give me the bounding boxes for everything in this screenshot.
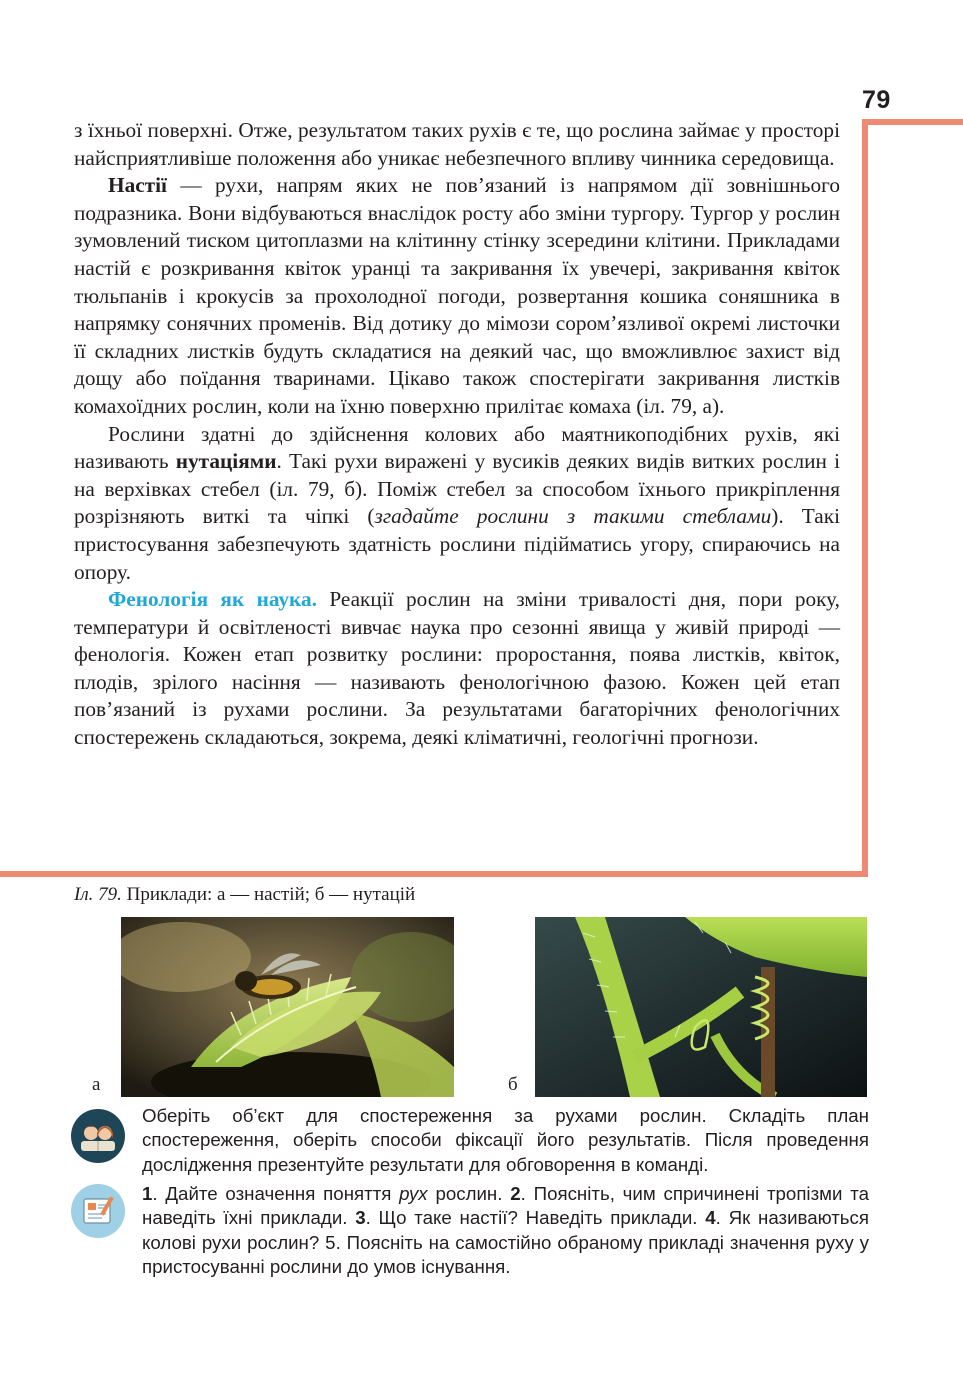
question-text: . Дайте означення поняття xyxy=(152,1183,400,1204)
frame-top-border xyxy=(862,119,963,125)
question-italic-term: рух xyxy=(399,1183,428,1204)
figure-label-b: б xyxy=(508,1074,518,1095)
team-task-icon xyxy=(71,1109,125,1163)
nutation-italic-hint: згадайте рослини з такими стеблами xyxy=(374,504,772,529)
team-task-text: Оберіть об’єкт для спостереження за рухами рослин. Складіть план спостереження, оберіть способи фіксації його результатів. Після проведення дослідження презентуйте результати для обговорення в команді. xyxy=(142,1105,869,1175)
caption-text: Приклади: а — настій; б — нутацій xyxy=(121,884,416,905)
main-text xyxy=(74,117,840,752)
page-number: 79 xyxy=(862,86,891,114)
term-nastia: Настії xyxy=(108,173,167,198)
question-text: . Поясніть, чим спричинені тропізми та наведіть їхні приклади. xyxy=(142,1183,869,1229)
frame-bottom-border xyxy=(0,871,868,877)
nastia-text: — рухи, напрям яких не пов’язаний із напрямом дії зовнішнього подразника. Вони відбуваються внаслідок росту або зміни тургору. Тургор у рослин зумовлений тиском цитоплазми на клітинну стінку зсередини клітини. Прикладами настій є розкривання квіток уранці та закривання їх увечері, закривання квіток тюльпанів і крокусів за прохолодної погоди, розвертання кошика соняшника в напрямку сонячних променів. Від дотику до мімози сором’язливої окремі листочки її складних листків будуть складатися на деякий час, що вможливлює захист від дощу або поїдання тваринами. Цікаво також спостерігати закривання листків комахоїдних рослин, коли на їхню поверхню прилітає комаха (іл. 79, а). xyxy=(74,173,840,418)
venus-flytrap-photo xyxy=(121,917,454,1097)
nutation-text-mid: . Такі рухи виражені у вусиків деяких видів витких рослин і на верхівках стебел (іл. 79, б). Поміж стебел за способом їхнього прикріплення розрізняють виткі та чіпкі ( xyxy=(74,449,840,529)
tendril-plant-photo xyxy=(535,917,867,1097)
phenology-text: Реакції рослин на зміни тривалості дня, пори року, температури й освітленості вивчає наука про сезонні явища у живій природі — фенологія. Кожен етап розвитку рослини: проростання, поява листків, квіток, плодів, зрілого насіння — називають фенологічною фазою. Кожен цей етап пов’язаний із рухами рослини. За результатами багаторічних фенологічних спостережень складаються, зокрема, деякі кліматичні, геологічні прогнози. xyxy=(74,587,841,750)
review-questions xyxy=(142,1182,869,1280)
nutation-text-start: Рослини здатні до здійснення колових або маятникоподібних рухів, які називають xyxy=(74,421,840,474)
heading-phenology: Фенологія як наука. xyxy=(108,587,317,612)
question-text: . Як називаються колові рухи рослин? 5. Поясніть на самостійно обраному прикладі значення руху у пристосуванні рослини до умов існування. xyxy=(142,1207,869,1278)
paragraph-nastia xyxy=(74,172,840,420)
question-number: 2 xyxy=(510,1183,521,1204)
question-text: . Що таке настії? Наведіть приклади. xyxy=(365,1207,706,1229)
paragraph-continuation: з їхньої поверхні. Отже, результатом таких рухів є те, що рослина займає у просторі найсприятливіше положення або уникає небезпечного впливу чинника середовища. xyxy=(74,118,840,170)
term-nutation: нутаціями xyxy=(175,449,277,474)
paragraph-phenology xyxy=(74,586,840,752)
question-number: 1 xyxy=(142,1183,153,1204)
frame-right-border xyxy=(862,119,868,877)
questions-icon xyxy=(71,1184,125,1238)
paragraph-nutation xyxy=(74,421,840,587)
nutation-text-end: ). Такі пристосування забезпечують здатність рослини підійматись угору, спираючись на опору. xyxy=(74,504,840,584)
figure-label-a: а xyxy=(92,1074,101,1095)
caption-label: Іл. 79. xyxy=(74,884,122,905)
question-number: 3 xyxy=(355,1207,366,1229)
figure-caption xyxy=(74,884,415,906)
question-text: рослин. xyxy=(427,1183,511,1204)
question-number: 4 xyxy=(705,1207,716,1229)
